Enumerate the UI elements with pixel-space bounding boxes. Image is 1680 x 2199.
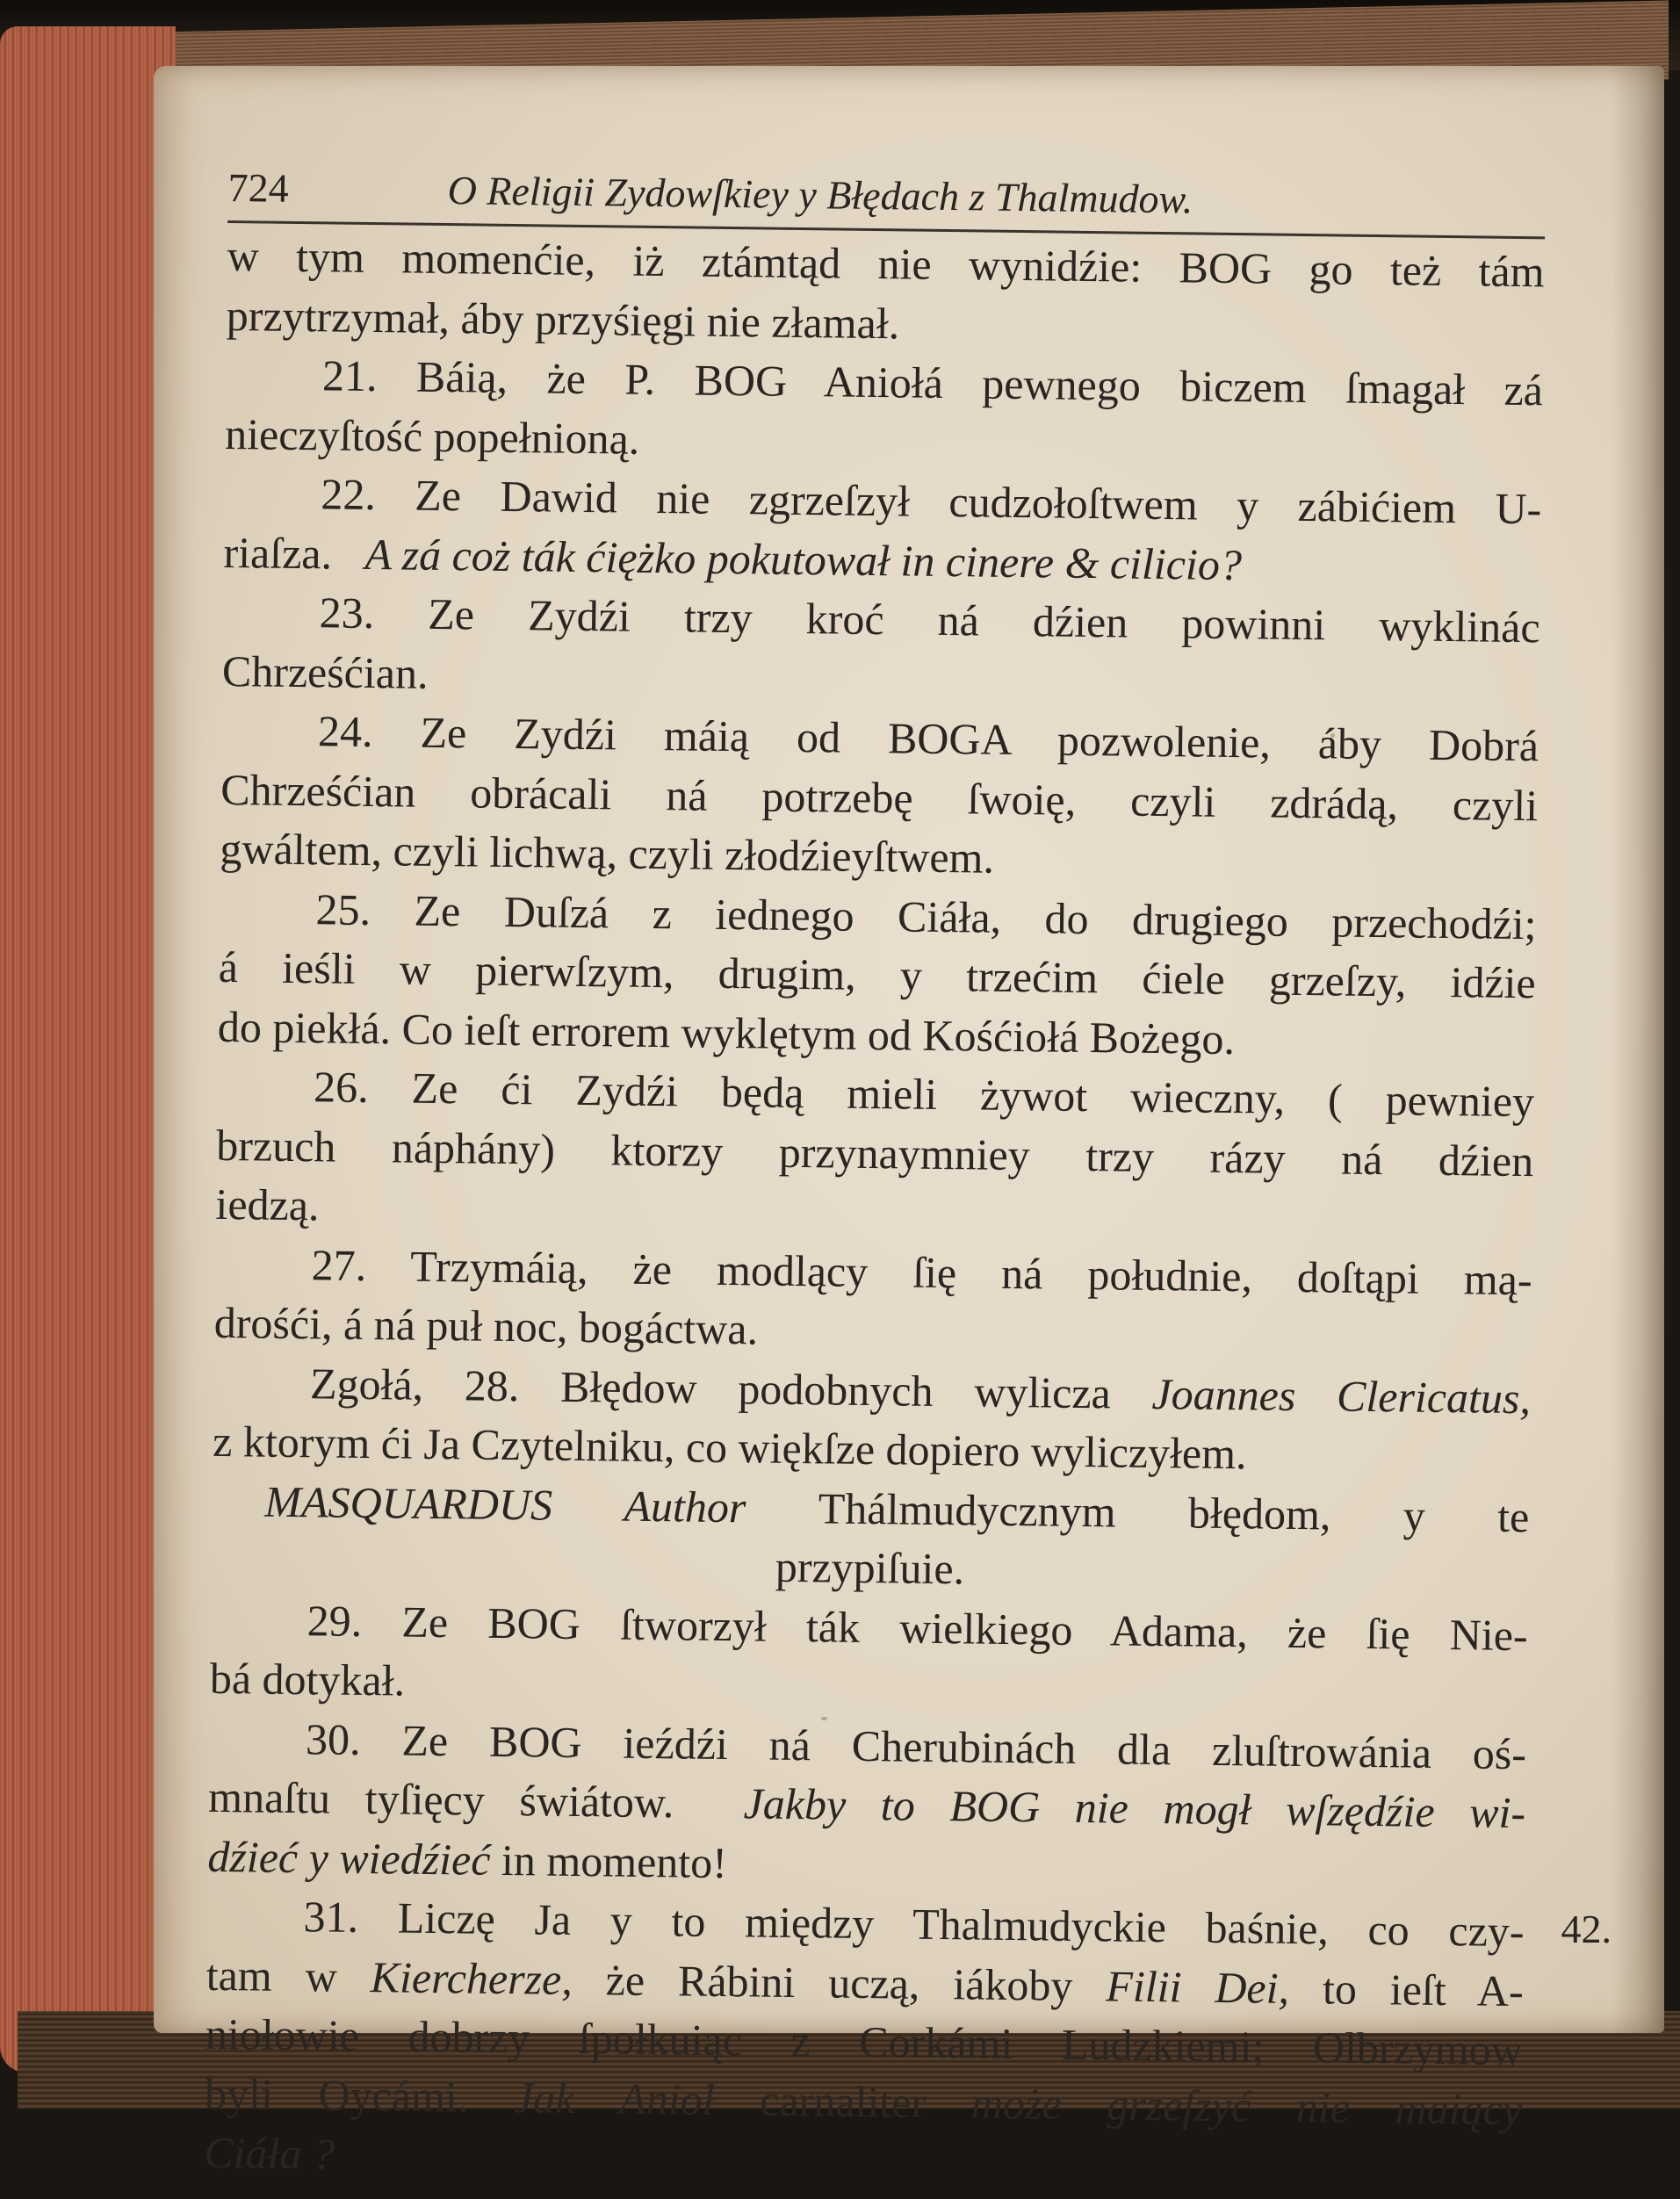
gutter-shadow bbox=[1612, 66, 1664, 2033]
text-line: dźieć y wiedźieć in momento! bbox=[207, 1831, 728, 1887]
page-number: 724 bbox=[227, 164, 289, 211]
text-line: 21. Báią, że P. BOG Aniołá pewnego biczem ſmagał zá bbox=[321, 350, 1544, 415]
text-block bbox=[204, 162, 1546, 2199]
text-line: brzuch náphány) ktorzy przynaymniey trzy rázy ná dźien bbox=[215, 1120, 1534, 1186]
text-line: MASQUARDUS Author Thálmudycznym błędom, y te bbox=[264, 1476, 1530, 1541]
text-line: bá dotykał. bbox=[209, 1653, 406, 1705]
text-line: Ciáła ? bbox=[203, 2127, 335, 2179]
text-line: Zgołá, 28. Błędow podobnych wylicza Joannes Clericatus, bbox=[309, 1358, 1532, 1423]
text-line: byli Oycámi. Jak Anioł carnaliter może grzeſzyć nie maiący bbox=[204, 2068, 1523, 2134]
text-line: riaſza. A zá coż ták ćiężko pokutował in cinere & cilicio? bbox=[223, 527, 1243, 589]
text-line: 22. Ze Dawid nie zgrzeſzył cudzołoſtwem y zábićiem U- bbox=[321, 469, 1542, 534]
text-line: przypiſuie. bbox=[775, 1541, 965, 1594]
book-fore-edge bbox=[0, 26, 176, 2073]
text-line: przytrzymał, áby przyśięgi nie złamał. bbox=[226, 290, 900, 348]
text-line: 30. Ze BOG ieźdźi ná Cherubinách dla zluſtrowánia oś- bbox=[305, 1713, 1527, 1778]
text-line: Chrześćian. bbox=[221, 645, 429, 698]
running-head-title: O Religii Zydowſkiey y Błędach z Thalmudow. bbox=[447, 168, 1193, 222]
text-line: z ktorym ći Ja Czytelniku, co więkſze dopiero wyliczyłem. bbox=[212, 1416, 1247, 1479]
text-line: niołowie dobrzy ſpołkuiąc z Corkámi Ludzkiemi; Olbrzymow bbox=[205, 2008, 1524, 2075]
text-line: 31. Liczę Ja y to między Thalmudyckie baśnie, co czy- bbox=[303, 1892, 1525, 1957]
running-head bbox=[227, 162, 1546, 239]
text-line: 25. Ze Duſzá z iednego Ciáła, do drugiego przechodźi; bbox=[315, 883, 1537, 948]
text-line: nieczyſtość popełnioną. bbox=[224, 408, 640, 464]
text-line: do piekłá. Co ieſt errorem wyklętym od Kośćiołá Bożego. bbox=[217, 1001, 1236, 1063]
text-line: gwáltem, czyli lichwą, czyli złodźieyſtwem. bbox=[220, 823, 995, 883]
catchword: 42. bbox=[1561, 1907, 1612, 1951]
page-sheet bbox=[154, 66, 1664, 2179]
text-line: Chrześćian obrácali ná potrzebę ſwoię, czyli zdrádą, czyli bbox=[220, 764, 1539, 830]
text-line: 26. Ze ći Zydźi będą mieli żywot wieczny, ( pewniey bbox=[313, 1062, 1535, 1127]
text-line: 24. Ze Zydźi máią od BOGA pozwolenie, áby Dobrá bbox=[317, 706, 1539, 771]
text-line: 27. Trzymáią, że modlący ſię ná południe, doſtąpi mą- bbox=[311, 1239, 1532, 1304]
text-line: iedzą. bbox=[215, 1179, 320, 1230]
text-line: mnaſtu tyſięcy świátow. Jakby to BOG nie mogł wſzędźie wi- bbox=[207, 1771, 1526, 1838]
text-line: drośći, á ná puł noc, bogáctwa. bbox=[213, 1297, 759, 1354]
text-line: w tym momenćie, iż ztámtąd nie wynidźie: BOG go też tám bbox=[227, 230, 1545, 297]
text-line: 23. Ze Zydźi trzy kroć ná dźien powinni wyklinác bbox=[319, 588, 1540, 652]
text-line: tam w Kiercherze, że Rábini uczą, iákoby Filii Dei, to ieſt A- bbox=[205, 1950, 1525, 2015]
text-line: 29. Ze BOG ſtworzył ták wielkiego Adama, że ſię Nie- bbox=[306, 1595, 1528, 1660]
text-line: á ieśli w pierwſzym, drugim, y trzećim ćiele grzeſzy, idźie bbox=[218, 941, 1537, 1008]
